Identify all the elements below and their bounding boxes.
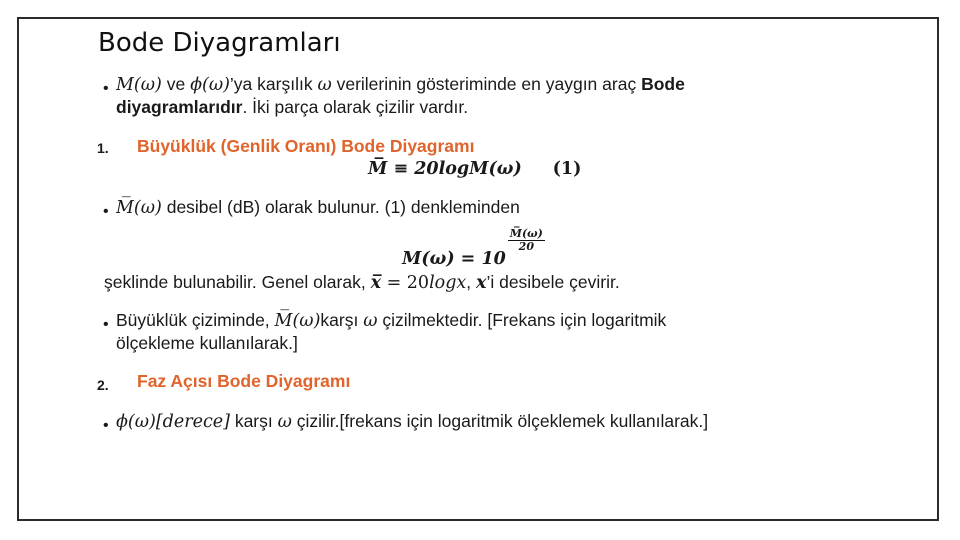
bullet-marker: • [103,80,109,97]
section-heading-1: Büyüklük (Genlik Oranı) Bode Diyagramı [137,136,475,156]
text: karşı [229,411,278,431]
text: Büyüklük çiziminde, [116,310,275,330]
equation-label: (1) [552,159,582,179]
bold-text: Bode [641,74,685,94]
math-m-omega: M(ω) [116,75,162,95]
section-number-1: 1. [97,140,109,156]
math-x: x [476,273,487,293]
math-derece: [derece] [155,412,230,432]
text: desibel (dB) olarak bulunur. (1) denkleminden [161,197,520,217]
exponent-fraction [508,228,545,253]
slide-title: Bode Diyagramları [98,28,341,58]
bold-text: diyagramlarıdır [116,97,243,117]
bullet-3-line-2: ölçekleme kullanılarak.] [116,333,298,353]
text: ’ya karşılık [229,74,318,94]
math-omega: ω [363,311,378,331]
section-number-2: 2. [97,377,109,393]
math-m-eq-10: M(ω) = 10 [402,249,506,269]
math-mbar-omega: M̅(ω) [274,311,321,331]
text: verilerinin gösteriminde en yaygın araç [331,74,642,94]
text: şeklinde bulunabilir. Genel olarak, [104,272,371,292]
math-omega: ω [317,75,332,95]
text: ’i desibele çevirir. [486,272,620,292]
math-xbar: x̅ [370,273,381,293]
text: çizilir.[frekans için logaritmik ölçeklemek kullanılarak.] [291,411,709,431]
math-mbar: M̅ [368,159,388,179]
bullet-2-line-1 [116,196,520,219]
text: ve [161,74,191,94]
text: = 20 [381,273,430,293]
plain-line [104,271,620,294]
text: . İki parça olarak çizilir vardır. [242,97,469,117]
equation-2 [402,228,545,272]
bullet-1-line-2 [116,96,468,118]
bullet-marker: • [103,316,109,333]
bullet-marker: • [103,417,109,434]
text: çizilmektedir. [Frekans için logaritmik [377,310,667,330]
bullet-4-line-1 [116,410,708,433]
math-mbar-omega: M̅(ω) [116,198,162,218]
fraction-numerator: M̅(ω) [509,227,543,240]
fraction-denominator: 20 [518,240,534,253]
text: karşı [320,310,364,330]
math-eq-rest: ≡ 20logM(ω) [387,159,522,179]
bullet-marker: • [103,203,109,220]
text: , [466,272,477,292]
math-omega: ω [277,412,292,432]
math-phi-omega: ϕ(ω) [116,412,156,432]
math-logx: logx [429,273,467,293]
bullet-3-line-1 [116,309,666,332]
section-heading-2: Faz Açısı Bode Diyagramı [137,371,351,391]
bullet-1-line-1 [116,73,685,96]
math-phi-omega: ϕ(ω) [190,75,230,95]
equation-1 [368,157,581,180]
